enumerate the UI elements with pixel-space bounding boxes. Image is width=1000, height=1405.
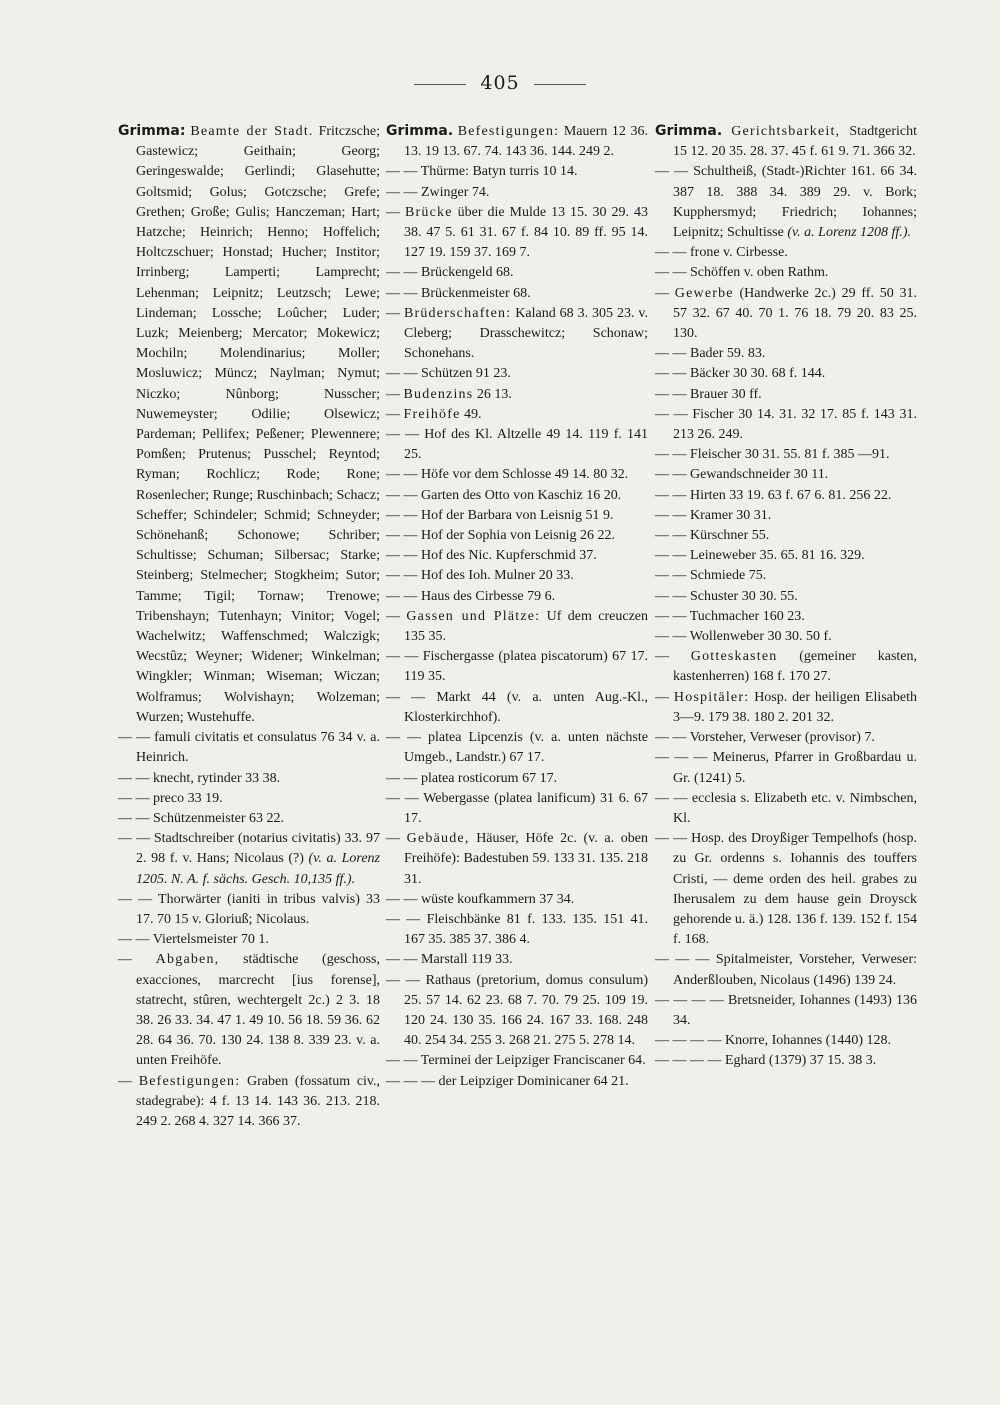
index-entry — [386, 789, 648, 829]
entry-subhead: Gewerbe — [674, 285, 734, 301]
entry-subhead: Brücke — [404, 204, 453, 220]
page-number: 405 — [480, 72, 520, 94]
index-entry — [655, 789, 917, 829]
index-entry — [655, 688, 917, 728]
entry-text: — — Bäcker 30 30. 68 f. 144. — [655, 366, 826, 382]
entry-dash: — — [655, 285, 675, 301]
entry-dash: — — [386, 204, 405, 220]
entry-text: — — Hof der Barbara von Leisnig 51 9. — [386, 507, 614, 523]
index-entry — [118, 121, 380, 728]
index-entry — [655, 344, 917, 364]
index-entry — [655, 465, 917, 485]
index-entry — [118, 769, 380, 789]
index-entry — [655, 486, 917, 506]
index-entry — [655, 950, 917, 990]
page-number-line — [0, 72, 1000, 94]
index-entry — [386, 950, 648, 970]
index-entry — [386, 203, 648, 264]
entry-text: Häuser, Höfe 2c. (v. a. oben Freihöfe): Badestuben 59. 133 31. 135. 218 31. — [404, 831, 649, 887]
entry-head: Grimma. — [386, 123, 454, 139]
index-entry — [386, 304, 648, 365]
entry-text: — — Fischer 30 14. 31. 32 17. 85 f. 143 31. 213 26. 249. — [655, 406, 917, 443]
index-entry — [386, 425, 648, 465]
index-entry — [386, 688, 648, 728]
index-entry — [655, 263, 917, 283]
entry-text: — — Schützen 91 23. — [386, 366, 511, 382]
index-entry — [655, 506, 917, 526]
index-entry — [655, 526, 917, 546]
entry-text: — — Schuster 30 30. 55. — [655, 588, 798, 604]
entry-text: über die Mulde 13 15. 30 29. 43 38. 47 5. 61 31. 67 f. 84 10. 89 ff. 95 14. 127 19. 159 37. 169 7. — [404, 204, 649, 261]
index-entry — [386, 910, 648, 950]
entry-text: — — — Spitalmeister, Vorsteher, Verweser: Anderßlouben, Nicolaus (1496) 139 24. — [655, 952, 917, 988]
entry-italic: (v. a. Lorenz 1208 ff.). — [787, 225, 911, 241]
entry-text: — — Rathaus (pretorium, domus consulum) 25. 57 14. 62 23. 68 7. 70. 79 25. 109 19. 120 24. 130 35. 166 24. 167 33. 168. 248 40. 254 34. 255 3. 268 21. 275 5. 278 14. — [386, 972, 648, 1049]
entry-text: — — Hosp. des Droyßiger Tempelhofs (hosp. zu Gr. ordenns s. Iohannis des touffers Cristi, — deme orden des heil. grabes zu Iherusalem zu dem hause gein Droysck gehorende u. ä.) 128. 136 f. 139. 152 f. 154 f. 168. — [655, 831, 917, 948]
entry-text: — — platea rosticorum 67 17. — [386, 770, 558, 786]
entry-subhead: Budenzins — [403, 386, 474, 402]
index-entry — [386, 405, 648, 425]
index-entry — [655, 405, 917, 445]
index-entry — [655, 566, 917, 586]
index-entry — [655, 991, 917, 1031]
entry-text: (Handwerke 2c.) 29 ff. 50 31. 57 32. 67 40. 70 1. 76 18. 79 20. 83 25. 130. — [673, 285, 917, 342]
entry-subhead: Brüderschaften: — [403, 305, 512, 321]
entry-text: Stadtgericht 15 12. 20 35. 28. 37. 45 f. 61 9. 71. 366 32. — [673, 124, 917, 160]
entry-italic: (v. a. Lorenz 1205. N. A. f. sächs. Gesch. 10,135 ff.). — [136, 851, 380, 887]
entry-text: — — Thürme: Batyn turris 10 14. — [386, 164, 578, 180]
index-entry — [386, 263, 648, 283]
entry-text: — — Fischergasse (platea piscatorum) 67 17. 119 35. — [386, 649, 648, 685]
entry-text: 26 13. — [473, 386, 512, 402]
entry-text: — — Schmiede 75. — [655, 568, 767, 584]
entry-dash: — — [655, 649, 691, 665]
index-entry — [118, 789, 380, 809]
entry-text: Uf dem creuczen 135 35. — [404, 608, 648, 645]
index-entry — [655, 385, 917, 405]
entry-text: — — Viertelsmeister 70 1. — [118, 932, 269, 948]
index-entry — [386, 1072, 648, 1092]
entry-text: — — Webergasse (platea lanificum) 31 6. 67 17. — [386, 790, 648, 826]
index-entry — [118, 829, 380, 890]
right-rule — [534, 84, 586, 85]
index-column-1 — [118, 121, 380, 1132]
entry-dash: — — [118, 952, 156, 968]
entry-text: — — Tuchmacher 160 23. — [655, 608, 805, 624]
index-entry — [655, 748, 917, 788]
entry-text: — — knecht, rytinder 33 38. — [118, 770, 281, 786]
entry-text: — — Höfe vor dem Schlosse 49 14. 80 32. — [386, 467, 629, 483]
entry-text: Graben (fossatum civ., stadegrabe): 4 f. 13 14. 143 36. 213. 218. 249 2. 268 4. 327 14. 366 37. — [136, 1073, 381, 1129]
index-entry — [655, 121, 917, 162]
entry-text: — — Marstall 119 33. — [386, 952, 513, 968]
index-entry — [386, 183, 648, 203]
entry-subhead: Gotteskasten — [690, 649, 778, 665]
entry-text: — — Schöffen v. oben Rathm. — [655, 265, 829, 281]
entry-text: — — Zwinger 74. — [386, 184, 490, 200]
index-entry — [386, 971, 648, 1052]
entry-text: — — Hirten 33 19. 63 f. 67 6. 81. 256 22. — [655, 487, 892, 503]
entry-head: Grimma: — [118, 123, 186, 139]
entry-text: — — frone v. Cirbesse. — [655, 245, 788, 261]
entry-text: — — Fleischbänke 81 f. 133. 135. 151 41. 167 35. 385 37. 386 4. — [386, 911, 648, 948]
index-entry — [386, 647, 648, 687]
index-entry — [386, 162, 648, 182]
index-entry — [118, 890, 380, 930]
entry-text: — — Brückengeld 68. — [386, 265, 514, 281]
index-entry — [655, 243, 917, 263]
index-entry — [386, 890, 648, 910]
entry-text: städtische (geschoss, exacciones, marcrecht [ius forense], statrecht, stûren, wechtergelt 2c.) 2 3. 18 38. 26 33. 34. 47 1. 49 10. 56 18. 59 36. 62 28. 64 36. 70. 130 24. 138 8. 339 23. v. a. unten Freihöfe. — [136, 952, 380, 1069]
index-column-2 — [386, 121, 648, 1092]
entry-text: Fritczsche; Gastewicz; Geithain; Georg; Geringeswalde; Gerlindi; Glasehutte; Goltsmid; Golus; Gotczsche; Grefe; Grethen; Große; Gulis; Hanczeman; Hart; Hatzche; Heinrich; Henno; Hoffelich; Holtczschuer; Honstad; Hucher; Institor; Irrinberg; Lamperti; Lamprecht; Lehenman; Leipnitz; Leutzsch; Lewe; Lindeman; Lossche; Loûcher; Luder; Luzk; Meienberg; Mercator; Mokewicz; Mochiln; Molendinarius; Moller; Mosluwicz; Müncz; Naylman; Nymut; Niczko; Nûnborg; Nusscher; Nuwemeyster; Odilie; Olsewicz; Pardeman; Pellifex; Peßener; Plewennere; Pomßen; Prutenus; Pusschel; Reyntod; Ryman; Rochlicz; Rode; Rone; Rosenlecher; Runge; Ruschinbach; Schacz; Scheffer; Schindeler; Schmid; Schneyder; Schönehanß; Schonowe; Schriber; Schultisse; Schuman; Silbersac; Starke; Steinberg; Stelmecher; Stogkheim; Sutor; Tamme; Tigil; Tornaw; Trenowe; Tribenshayn; Tutenhayn; Vinitor; Vogel; Wachelwitz; Waffenschmed; Walczigk; Wecstûz; Weyner; Widener; Winkelman; Wingkler; Winman; Wiseman; Wiczan; Wolframus; Wolvishayn; Wolzeman; Wurzen; Wustehuffe. — [136, 124, 381, 725]
index-entry — [386, 385, 648, 405]
index-entry — [655, 587, 917, 607]
index-entry — [118, 728, 380, 768]
entry-text: — — preco 33 19. — [118, 790, 223, 806]
entry-text: — — Brückenmeister 68. — [386, 285, 531, 301]
index-entry — [386, 546, 648, 566]
entry-subhead: Befestigungen: — [457, 124, 560, 139]
index-entry — [655, 546, 917, 566]
entry-dash: — — [386, 406, 404, 422]
entry-dash: — — [386, 305, 404, 321]
index-entry — [386, 829, 648, 890]
entry-text: — — Hof des Ioh. Mulner 20 33. — [386, 568, 574, 584]
index-entry — [386, 506, 648, 526]
index-entry — [118, 1072, 380, 1133]
entry-text: — — — der Leipziger Dominicaner 64 21. — [386, 1073, 629, 1089]
index-entry — [655, 829, 917, 950]
index-entry — [118, 809, 380, 829]
entry-subhead: Befestigungen: — [138, 1073, 241, 1089]
index-entry — [386, 587, 648, 607]
index-entry — [386, 566, 648, 586]
entry-text: — — Hof des Kl. Altzelle 49 14. 119 f. 141 25. — [386, 427, 648, 463]
index-entry — [386, 465, 648, 485]
entry-text: — — Fleischer 30 31. 55. 81 f. 385 —91. — [655, 447, 890, 463]
entry-text: — — Haus des Cirbesse 79 6. — [386, 588, 556, 604]
index-entry — [655, 364, 917, 384]
index-entry — [655, 647, 917, 687]
entry-text: — — Hof des Nic. Kupferschmid 37. — [386, 548, 597, 564]
entry-text: — — Hof der Sophia von Leisnig 26 22. — [386, 528, 616, 544]
entry-text: Hosp. der heiligen Elisabeth 3—9. 179 38. 180 2. 201 32. — [673, 689, 917, 725]
entry-head: Grimma. — [655, 123, 723, 139]
entry-text: — — wüste koufkammern 37 34. — [386, 891, 575, 907]
index-entry — [118, 930, 380, 950]
entry-text: — — Gewandschneider 30 11. — [655, 467, 829, 483]
entry-dash: — — [118, 1073, 139, 1089]
entry-text: — — — — Knorre, Iohannes (1440) 128. — [655, 1033, 892, 1049]
entry-subhead: Abgaben, — [155, 952, 220, 968]
index-entry — [386, 769, 648, 789]
entry-text: — — Markt 44 (v. a. unten Aug.-Kl., Klosterkirchhof). — [386, 689, 648, 725]
entry-dash: — — [386, 608, 407, 624]
entry-text: — — — — Eghard (1379) 37 15. 38 3. — [655, 1053, 877, 1069]
index-entry — [118, 950, 380, 1071]
entry-dash: — — [386, 386, 404, 402]
entry-subhead: Gassen und Plätze: — [406, 608, 541, 624]
entry-text: — — ecclesia s. Elizabeth etc. v. Nimbschen, Kl. — [655, 790, 917, 826]
index-entry — [655, 607, 917, 627]
index-column-3 — [655, 121, 917, 1072]
entry-text: 49. — [460, 406, 482, 422]
left-rule — [414, 84, 466, 85]
entry-subhead: Gebäude, — [406, 831, 470, 847]
entry-text: — — Terminei der Leipziger Franciscaner 64. — [386, 1053, 646, 1069]
index-entry — [655, 1031, 917, 1051]
entry-text: — — Leineweber 35. 65. 81 16. 329. — [655, 548, 865, 564]
entry-text: Mauern 12 36. 13. 19 13. 67. 74. 143 36. 144. 249 2. — [404, 124, 648, 160]
entry-text: — — — Meinerus, Pfarrer in Großbardau u. Gr. (1241) 5. — [655, 750, 917, 786]
entry-text: — — famuli civitatis et consulatus 76 34 v. a. Heinrich. — [118, 730, 380, 766]
entry-text: — — Kürschner 55. — [655, 528, 770, 544]
entry-text: — — Brauer 30 ff. — [655, 386, 762, 402]
entry-text: — — Thorwärter (ianiti in tribus valvis) 33 17. 70 15 v. Gloriuß; Nicolaus. — [118, 891, 380, 927]
entry-subhead: Gerichtsbarkeit, — [731, 124, 841, 139]
index-entry — [655, 728, 917, 748]
entry-text: — — Stadtschreiber (notarius civitatis) 33. 97 2. 98 f. v. Hans; Nicolaus (?) — [118, 831, 380, 867]
entry-text: — — platea Lipcenzis (v. a. unten nächste Umgeb., Landstr.) 67 17. — [386, 730, 648, 766]
entry-dash: — — [386, 831, 407, 847]
index-entry — [386, 526, 648, 546]
index-entry — [386, 284, 648, 304]
entry-text: — — Bader 59. 83. — [655, 346, 766, 362]
entry-text: — — Garten des Otto von Kaschiz 16 20. — [386, 487, 622, 503]
index-entry — [386, 728, 648, 768]
entry-subhead: Hospitäler: — [673, 689, 750, 705]
index-entry — [655, 445, 917, 465]
index-entry — [655, 284, 917, 345]
index-entry — [386, 364, 648, 384]
entry-subhead: Freihöfe — [403, 406, 461, 422]
index-entry — [386, 607, 648, 647]
entry-text: (gemeiner kasten, kastenherren) 168 f. 170 27. — [673, 649, 918, 685]
entry-text: — — Schultheiß, (Stadt-)Richter 161. 66 34. 387 18. 388 34. 389 29. v. Bork; Kupphersmyd; Friedrich; Iohannes; Leipnitz; Schultisse — [655, 164, 917, 241]
entry-text: — — Wollenweber 30 30. 50 f. — [655, 629, 832, 645]
entry-subhead: Beamte der Stadt. — [190, 124, 314, 139]
index-entry — [386, 1051, 648, 1071]
entry-dash: — — [655, 689, 674, 705]
index-entry — [655, 1051, 917, 1071]
index-entry — [655, 162, 917, 243]
index-entry — [655, 627, 917, 647]
entry-text: — — Schützenmeister 63 22. — [118, 810, 285, 826]
index-entry — [386, 121, 648, 162]
index-entry — [386, 486, 648, 506]
entry-text: Kaland 68 3. 305 23. v. Cleberg; Drasschewitcz; Schonaw; Schonehans. — [404, 305, 648, 362]
entry-text: — — Kramer 30 31. — [655, 507, 772, 523]
entry-text: — — Vorsteher, Verweser (provisor) 7. — [655, 730, 875, 746]
entry-text: — — — — Bretsneider, Iohannes (1493) 136 34. — [655, 992, 917, 1028]
